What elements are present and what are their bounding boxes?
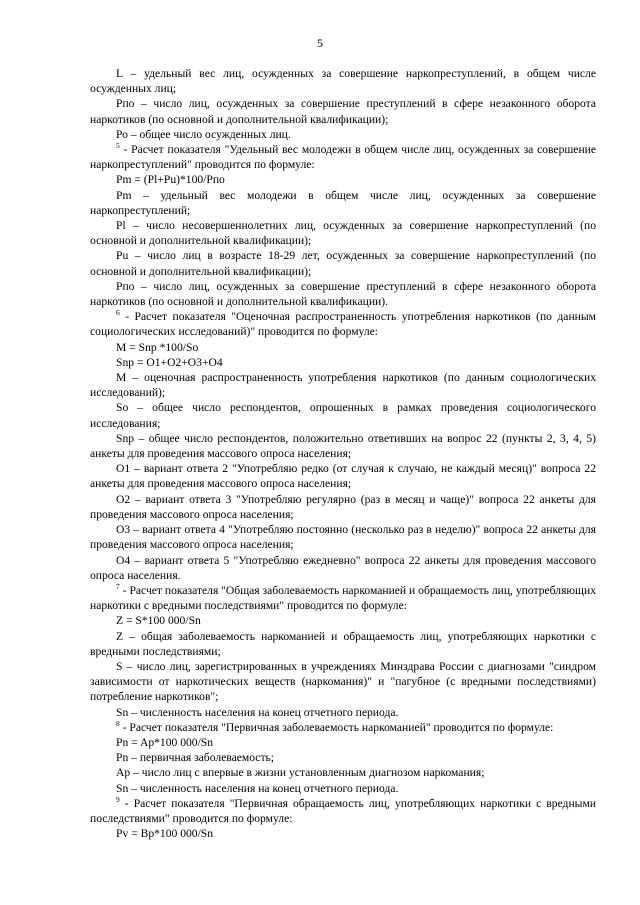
paragraph-text: - Расчет показателя "Удельный вес молодежи в общем числе лиц, осужденных за совершение наркопреступлений" проводится по формуле: (90, 143, 596, 172)
paragraph-text: Snp – общее число респондентов, положительно ответивших на вопрос 22 (пункты 2, 3, 4, 5) анкеты для проведения массового опроса населения; (90, 431, 596, 461)
definition-paragraph (90, 96, 596, 126)
definition-paragraph (90, 492, 596, 522)
formula-line (90, 340, 596, 355)
paragraph-text: Pm = (Pl+Pu)*100/Рпо (116, 173, 225, 187)
paragraph-text: Рпо – число лиц, осужденных за совершение преступлений в сфере незаконного оборота наркотиков (по основной и дополнительной квалификации). (90, 279, 596, 309)
formula-line (90, 826, 596, 841)
definition-paragraph (90, 765, 596, 780)
definition-paragraph (90, 781, 596, 796)
definition-paragraph (90, 705, 596, 720)
paragraph-text: Z – общая заболеваемость наркоманией и обращаемость лиц, употребляющих наркотики с вредными последствиями; (90, 629, 596, 658)
paragraph-text: O2 – вариант ответа 3 "Употребляю регулярно (раз в месяц и чаще)" вопроса 22 анкеты для проведения массового опроса населения; (90, 492, 596, 521)
paragraph-text: O1 – вариант ответа 2 "Употребляю редко (от случая к случаю, не каждый месяц)" вопроса 22 анкеты для проведения массового опроса населения; (90, 462, 596, 491)
definition-paragraph (90, 431, 596, 461)
paragraph-text: M = Snp *100/So (116, 340, 199, 354)
paragraph-text: Pm – удельный вес молодежи в общем числе лиц, осужденных за совершение наркопреступлений; (90, 188, 596, 217)
footnote-marker: 5 (116, 141, 120, 151)
paragraph-text: Pv = Bp*100 000/Sn (116, 827, 214, 841)
paragraph-text: O3 – вариант ответа 4 "Употребляю постоянно (несколько раз в неделю)" вопроса 22 анкеты для проведения массового опроса населения; (90, 523, 596, 552)
footnote-marker: 7 (116, 582, 120, 592)
paragraph-text: - Расчет показателя "Оценочная распространенность употребления наркотиков (по данным социологических исследований)" проводится по формуле: (90, 310, 596, 339)
paragraph-text: - Расчет показателя "Первичная заболеваемость наркоманией" проводится по формуле: (119, 720, 554, 734)
definition-paragraph (90, 66, 596, 96)
paragraph-text: Ap – число лиц с впервые в жизни установленным диагнозом наркомания; (116, 766, 485, 780)
definition-paragraph (90, 188, 596, 218)
definition-paragraph (90, 127, 596, 142)
paragraph-text: Sn – численность населения на конец отчетного периода. (116, 705, 399, 719)
formula-line (90, 735, 596, 750)
footnote-marker: 9 (116, 794, 120, 804)
definition-paragraph (90, 659, 596, 705)
formula-line (90, 613, 596, 628)
definition-paragraph (90, 522, 596, 552)
definition-paragraph (90, 248, 596, 278)
definition-paragraph (90, 461, 596, 491)
paragraph-text: Pl – число несовершеннолетних лиц, осужденных за совершение наркопреступлений (по основной и дополнительной квалификации); (90, 219, 596, 248)
paragraph-text: Z = S*100 000/Sn (116, 614, 201, 628)
paragraph-text: Pn = Ap*100 000/Sn (116, 735, 214, 749)
paragraph-text: S – число лиц, зарегистрированных в учреждениях Минздрава России с диагнозами "синдром зависимости от наркотических веществ (наркомания)" и "пагубное (с вредными последствиями) потребление наркотиков"; (90, 659, 596, 704)
page-number: 5 (317, 36, 323, 50)
paragraph-text: - Расчет показателя "Первичная обращаемость лиц, употребляющих наркотики с вредными последствиями" проводится по формуле: (90, 796, 596, 825)
definition-paragraph (90, 400, 596, 430)
paragraph-text: Pu – число лиц в возрасте 18-29 лет, осужденных за совершение наркопреступлений (по основной и дополнительной квалификации); (90, 249, 596, 278)
definition-paragraph (90, 370, 596, 400)
footnote-marker: 6 (116, 308, 120, 318)
footnote-paragraph (90, 142, 596, 172)
definition-paragraph (90, 279, 596, 309)
formula-line (90, 355, 596, 370)
paragraph-text: Sn – численность населения на конец отчетного периода. (116, 781, 399, 795)
formula-line (90, 172, 596, 187)
paragraph-text: Pn – первичная заболеваемость; (116, 751, 275, 765)
definition-paragraph (90, 750, 596, 765)
paragraph-text: - Расчет показателя "Общая заболеваемость наркоманией и обращаемость лиц, употребляющих наркотики с вредными последствиями" проводится по формуле: (90, 583, 596, 613)
definition-paragraph (90, 218, 596, 248)
footnote-paragraph (90, 720, 596, 735)
paragraph-text: Snp = O1+O2+O3+O4 (116, 355, 223, 369)
document-body (90, 66, 596, 841)
definition-paragraph (90, 629, 596, 659)
footnote-paragraph (90, 309, 596, 339)
paragraph-text: Ро – общее число осужденных лиц. (116, 127, 291, 141)
footnote-paragraph (90, 583, 596, 613)
paragraph-text: M – оценочная распространенность употребления наркотиков (по данным социологических исследований); (90, 371, 596, 400)
paragraph-text: Рпо – число лиц, осужденных за совершение преступлений в сфере незаконного оборота наркотиков (по основной и дополнительной квалификации); (90, 97, 596, 126)
footnote-paragraph (90, 796, 596, 826)
paragraph-text: So – общее число респондентов, опрошенных в рамках проведения социологического исследования; (90, 401, 596, 430)
definition-paragraph (90, 553, 596, 583)
footnote-marker: 8 (116, 718, 120, 728)
paragraph-text: O4 – вариант ответа 5 "Употребляю ежедневно" вопроса 22 анкеты для проведения массового опроса населения. (90, 553, 596, 582)
paragraph-text: L – удельный вес лиц, осужденных за совершение наркопреступлений, в общем числе осужденных лиц; (90, 67, 596, 96)
